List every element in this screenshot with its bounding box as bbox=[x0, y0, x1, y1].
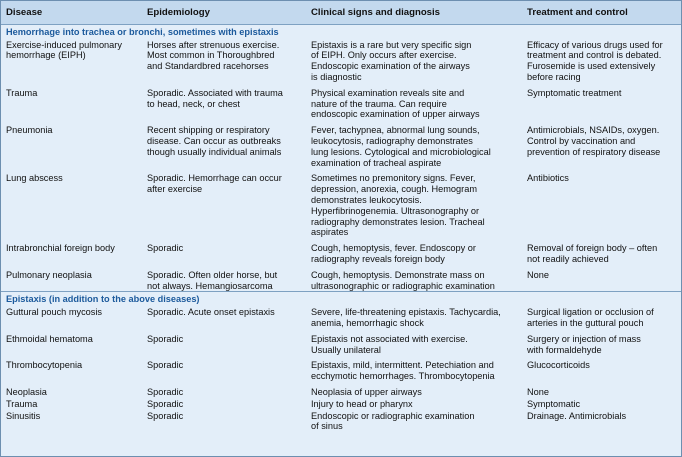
clinical-cell: Epistaxis, mild, intermittent. Petechiation and ecchymotic hemorrhages. Thrombocytopenia bbox=[311, 360, 495, 382]
table-row bbox=[1, 359, 681, 386]
treatment-cell: None bbox=[527, 269, 549, 280]
header-disease: Disease bbox=[1, 1, 142, 24]
clinical-cell: Endoscopic or radiographic examination of sinus bbox=[311, 410, 475, 432]
clinical-cell: Physical examination reveals site and nature of the trauma. Can require endoscopic examination of upper airways bbox=[311, 87, 480, 120]
header-row bbox=[1, 1, 681, 24]
section-heading bbox=[1, 292, 681, 306]
table-row bbox=[1, 124, 681, 172]
clinical-cell: Epistaxis is a rare but very specific sign of EIPH. Only occurs after exercise. Endoscopic examination of the airways is diagnostic bbox=[311, 39, 472, 82]
table-row bbox=[1, 386, 681, 398]
treatment-cell: Surgery or injection of mass with formaldehyde bbox=[527, 333, 641, 355]
clinical-cell: Sometimes no premonitory signs. Fever, depression, anorexia, cough. Hemogram demonstrates leukocytosis. Hyperfibrinogenemia. Ultrasonography or radiography demonstrates lesion. Tracheal aspirates bbox=[311, 173, 485, 238]
epidemiology-cell: Sporadic. Associated with trauma to head, neck, or chest bbox=[147, 87, 283, 109]
disease-cell: Neoplasia bbox=[6, 386, 47, 397]
section-title: Hemorrhage into trachea or bronchi, sometimes with epistaxis bbox=[1, 24, 681, 38]
epidemiology-cell: Horses after strenuous exercise. Most common in Thoroughbred and Standardbred racehorses bbox=[147, 39, 280, 72]
treatment-cell: Antibiotics bbox=[527, 173, 569, 184]
table-row bbox=[1, 333, 681, 360]
disease-cell: Sinusitis bbox=[6, 410, 41, 421]
section-title: Epistaxis (in addition to the above diseases) bbox=[1, 292, 681, 306]
epidemiology-cell: Sporadic. Acute onset epistaxis bbox=[147, 307, 275, 318]
table-row bbox=[1, 269, 681, 292]
treatment-cell: Glucocorticoids bbox=[527, 360, 590, 371]
epidemiology-cell: Sporadic bbox=[147, 360, 184, 371]
header-epidemiology: Epidemiology bbox=[142, 1, 306, 24]
table-row bbox=[1, 398, 681, 410]
disease-cell: Lung abscess bbox=[6, 173, 63, 184]
epidemiology-cell: Sporadic bbox=[147, 333, 184, 344]
treatment-cell: Drainage. Antimicrobials bbox=[527, 410, 627, 421]
epidemiology-cell: Sporadic. Hemorrhage can occur after exercise bbox=[147, 173, 282, 195]
table-row bbox=[1, 87, 681, 124]
disease-cell: Ethmoidal hematoma bbox=[6, 333, 93, 344]
disease-cell: Trauma bbox=[6, 87, 38, 98]
epidemiology-cell: Sporadic bbox=[147, 398, 184, 409]
treatment-cell: Symptomatic treatment bbox=[527, 87, 622, 98]
epidemiology-cell: Sporadic bbox=[147, 386, 184, 397]
epidemiology-cell: Recent shipping or respiratory disease. Can occur as outbreaks though usually individual animals bbox=[147, 125, 282, 157]
clinical-cell: Cough, hemoptysis, fever. Endoscopy or radiography reveals foreign body bbox=[311, 243, 476, 264]
clinical-cell: Epistaxis not associated with exercise. Usually unilateral bbox=[311, 333, 468, 355]
disease-cell: Thrombocytopenia bbox=[6, 360, 83, 371]
treatment-cell: Removal of foreign body – often not readily achieved bbox=[527, 243, 658, 264]
table-row bbox=[1, 172, 681, 242]
table-row bbox=[1, 410, 681, 433]
table-row bbox=[1, 306, 681, 333]
clinical-cell: Severe, life-threatening epistaxis. Tachycardia, anemia, hemorrhagic shock bbox=[311, 307, 501, 328]
disease-cell: Intrabronchial foreign body bbox=[6, 243, 115, 254]
clinical-cell: Neoplasia of upper airways bbox=[311, 386, 422, 397]
header-treatment: Treatment and control bbox=[522, 1, 681, 24]
epidemiology-cell: Sporadic bbox=[147, 243, 184, 254]
treatment-cell: None bbox=[527, 386, 549, 397]
clinical-cell: Injury to head or pharynx bbox=[311, 398, 413, 409]
table-row bbox=[1, 242, 681, 269]
disease-cell: Exercise-induced pulmonary hemorrhage (EIPH) bbox=[6, 39, 122, 61]
differential-diagnosis-table bbox=[1, 1, 681, 432]
treatment-cell: Antimicrobials, NSAIDs, oxygen. Control by vaccination and prevention of respiratory disease bbox=[527, 125, 661, 157]
disease-cell: Trauma bbox=[6, 398, 38, 409]
disease-cell: Guttural pouch mycosis bbox=[6, 307, 102, 318]
epidemiology-cell: Sporadic. Often older horse, but not always. Hemangiosarcoma bbox=[147, 269, 278, 291]
treatment-cell: Symptomatic bbox=[527, 398, 581, 409]
header-clinical: Clinical signs and diagnosis bbox=[306, 1, 522, 24]
disease-cell: Pulmonary neoplasia bbox=[6, 269, 92, 280]
section-heading bbox=[1, 24, 681, 38]
disease-cell: Pneumonia bbox=[6, 125, 53, 136]
treatment-cell: Efficacy of various drugs used for treatment and control is debated. Furosemide is used extensively before racing bbox=[527, 39, 663, 82]
epidemiology-cell: Sporadic bbox=[147, 410, 184, 421]
clinical-cell: Fever, tachypnea, abnormal lung sounds, leukocytosis, radiography demonstrates lung lesions. Cytological and microbiological examination of tracheal aspirate bbox=[311, 125, 491, 168]
clinical-cell: Cough, hemoptysis. Demonstrate mass on ultrasonographic or radiographic examination bbox=[311, 269, 495, 291]
table-row bbox=[1, 39, 681, 87]
treatment-cell: Surgical ligation or occlusion of arteries in the guttural pouch bbox=[527, 307, 654, 328]
